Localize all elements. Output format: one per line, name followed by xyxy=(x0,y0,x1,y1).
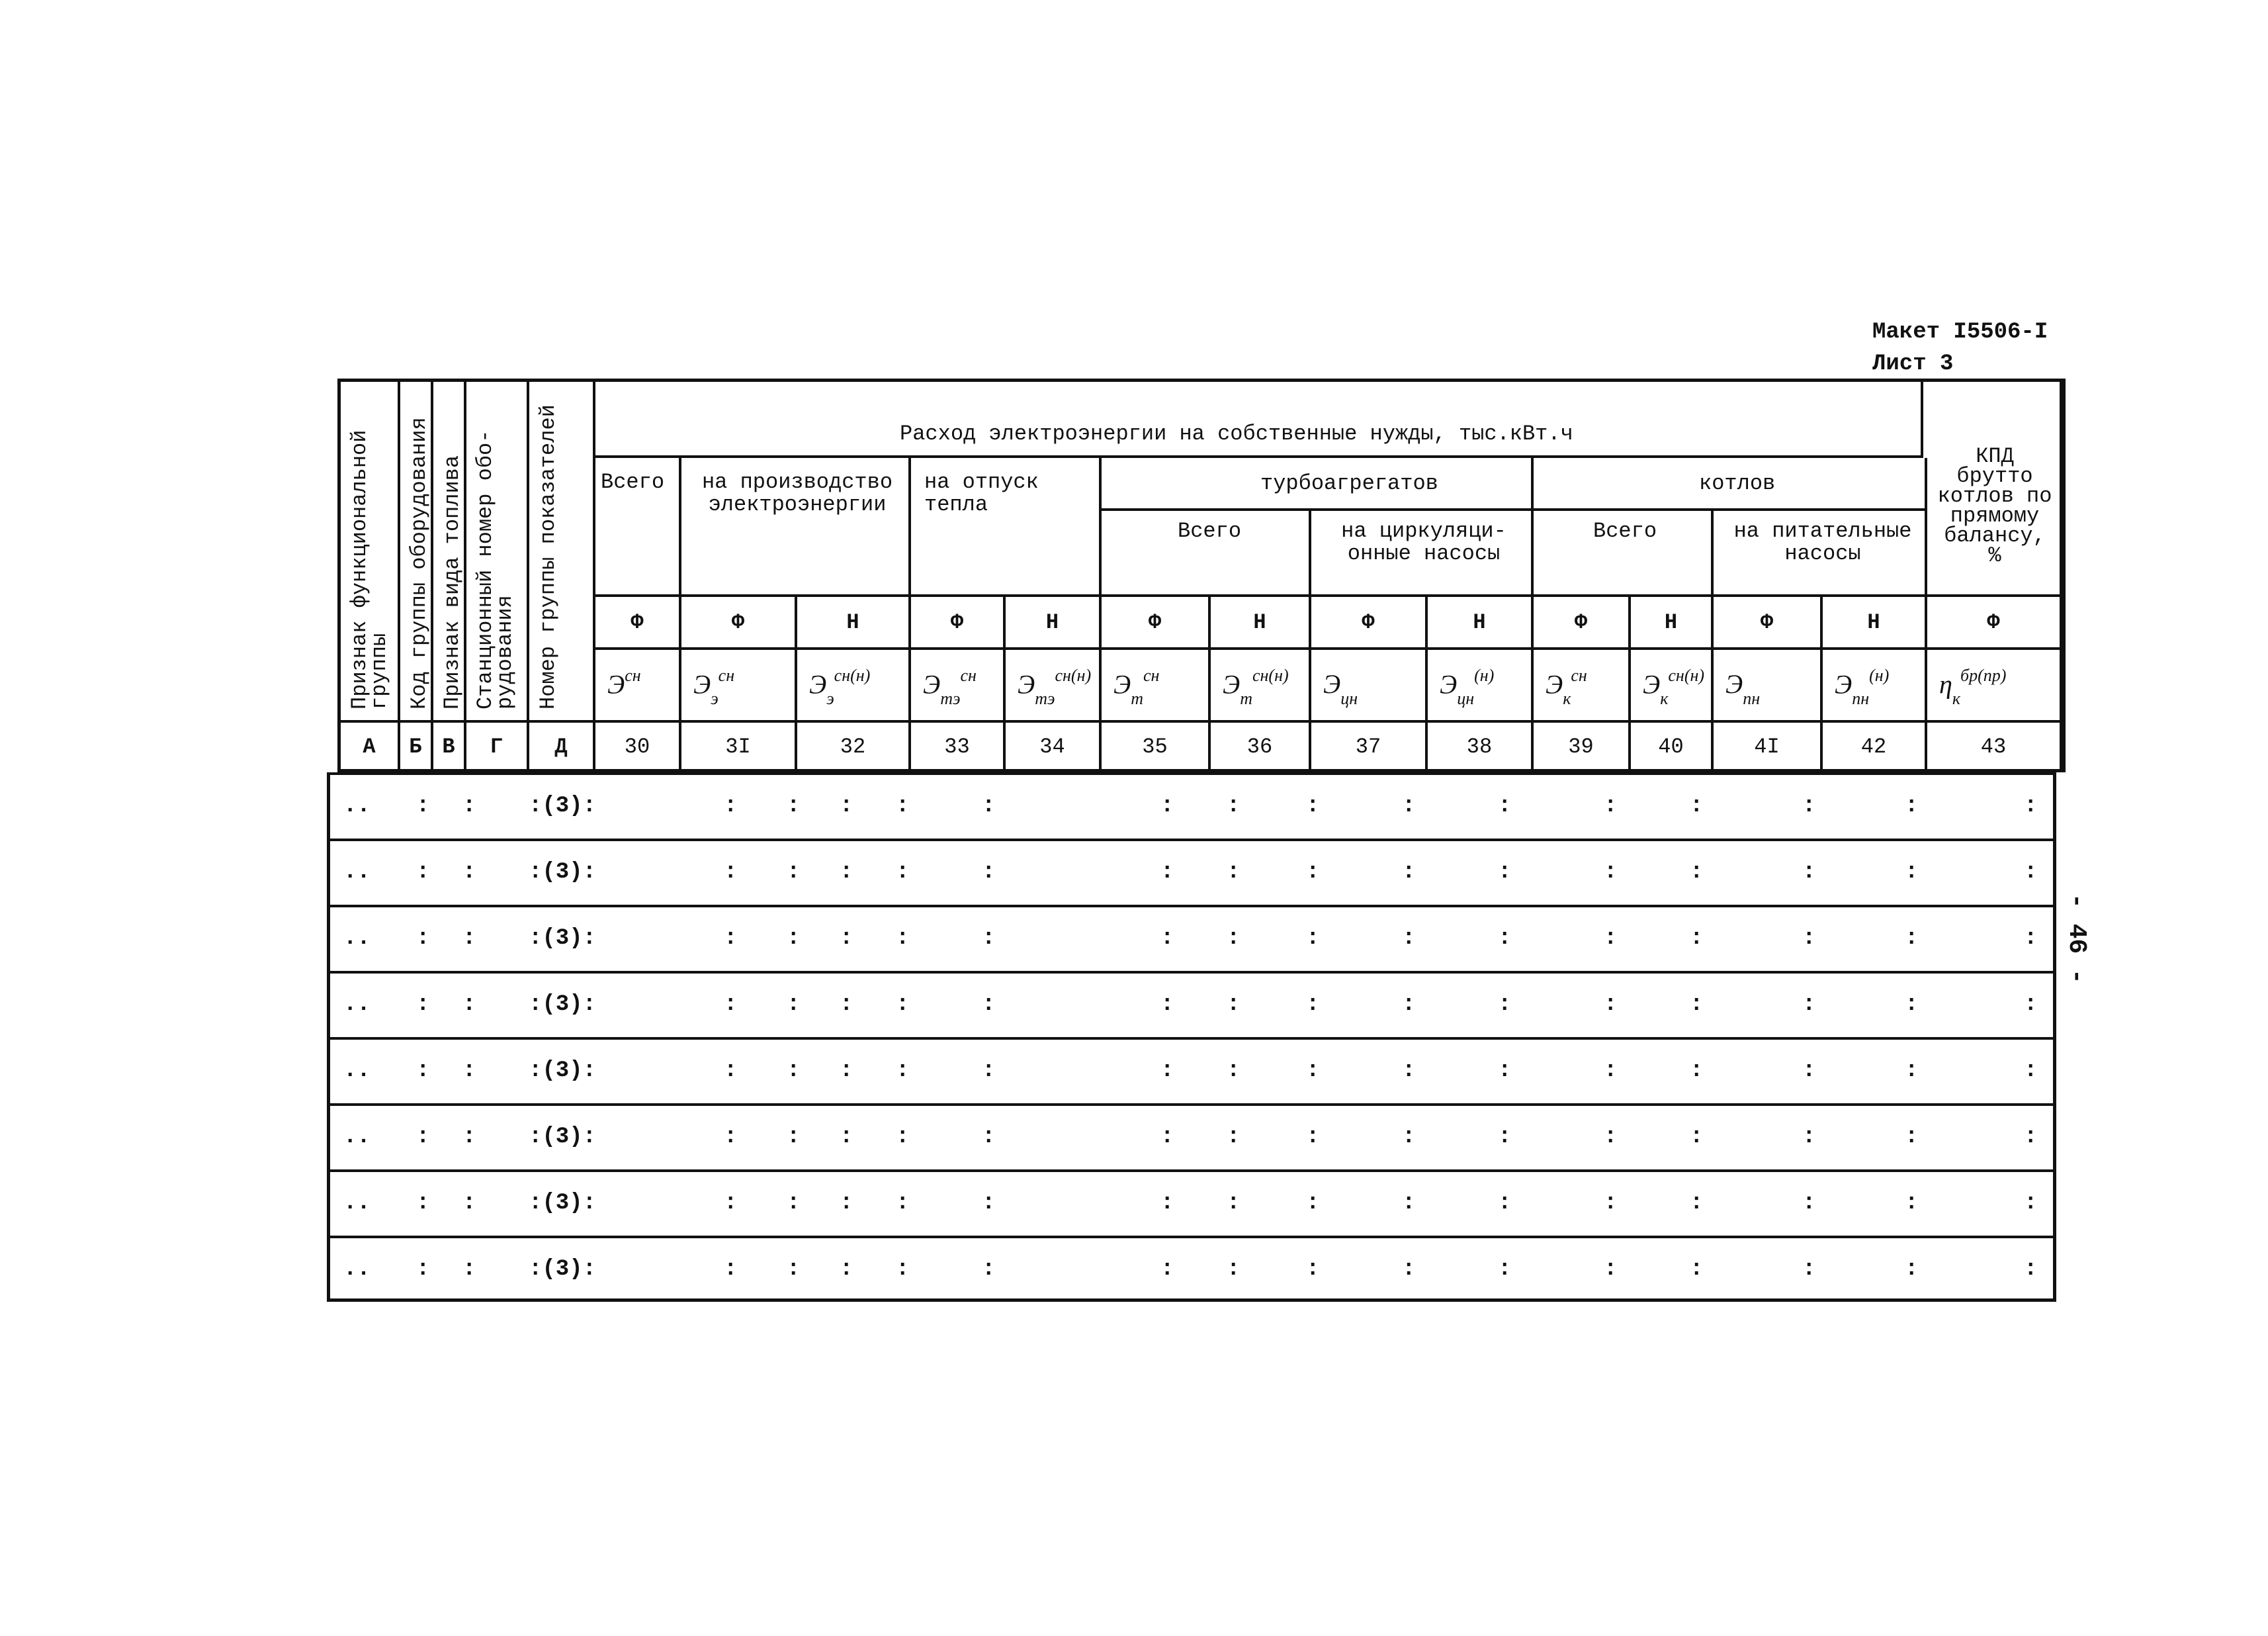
symbol-cell xyxy=(1311,650,1428,723)
field-separator: : xyxy=(1498,1058,1512,1083)
symbol-cell xyxy=(911,650,1006,723)
group-marker: :(3): xyxy=(529,992,597,1017)
group-turbo xyxy=(1102,458,1534,511)
symbol-cell xyxy=(1631,650,1714,723)
indicator-symbol: $Э_{тэ}^{сн(н)}$ xyxy=(1018,666,1092,709)
field-separator: : xyxy=(982,860,996,885)
row-header-label: Признак функциональной группы xyxy=(347,430,392,709)
group-kotly-pit-label: на питательные насосы xyxy=(1733,519,1912,566)
field-separator: : xyxy=(1498,926,1512,951)
column-number-cell xyxy=(1714,723,1823,772)
fn-cell xyxy=(1311,597,1428,650)
kpd-title-cell xyxy=(1927,382,2062,597)
field-separator: : xyxy=(1227,1058,1241,1083)
field-separator: : xyxy=(1160,794,1174,819)
group-kotly-vsego xyxy=(1534,511,1714,597)
field-separator: : xyxy=(2024,1058,2038,1083)
column-number: 36 xyxy=(1246,735,1273,759)
field-separator: : xyxy=(462,1124,476,1150)
field-separator: : xyxy=(1160,1124,1174,1150)
sheet-label: Лист 3 xyxy=(1872,351,1954,377)
fn-cell xyxy=(911,597,1006,650)
row-header-label: Признак вида топлива xyxy=(440,455,464,709)
field-separator: : xyxy=(2024,992,2038,1017)
field-separator: : xyxy=(787,992,801,1017)
field-separator: : xyxy=(787,794,801,819)
row-header-col xyxy=(341,382,400,723)
field-separator: : xyxy=(1306,926,1320,951)
field-separator: : xyxy=(1802,926,1816,951)
fn-label: Ф xyxy=(631,610,644,635)
field-separator: : xyxy=(1306,1191,1320,1216)
field-separator: : xyxy=(2024,860,2038,885)
field-separator: : xyxy=(840,794,853,819)
field-separator: : xyxy=(1227,926,1241,951)
field-separator: : xyxy=(416,992,430,1017)
field-separator: : xyxy=(416,1124,430,1150)
field-separator: : xyxy=(896,992,910,1017)
column-number-cell xyxy=(797,723,911,772)
field-separator: : xyxy=(416,1257,430,1282)
fn-label: Н xyxy=(1045,610,1059,635)
group-marker: :(3): xyxy=(529,1124,597,1150)
field-separator: : xyxy=(1160,926,1174,951)
field-separator: : xyxy=(1802,1257,1816,1282)
row-header-label: Номер группы показателей xyxy=(536,404,560,709)
group-kotly-pit xyxy=(1714,511,1927,597)
field-separator: : xyxy=(1306,860,1320,885)
field-separator: : xyxy=(982,794,996,819)
row-header-letter-cell xyxy=(433,723,466,772)
field-separator: : xyxy=(896,860,910,885)
group-turbo-cirk xyxy=(1311,511,1534,597)
column-number-cell xyxy=(1102,723,1211,772)
field-separator: : xyxy=(1905,794,1919,819)
indicator-symbol: $\eta_к^{бр(пр)}$ xyxy=(1939,666,2007,709)
field-separator: : xyxy=(1604,1058,1618,1083)
row-leader: .. xyxy=(343,1124,371,1150)
field-separator: : xyxy=(416,1058,430,1083)
column-number: 37 xyxy=(1355,735,1381,759)
header-right xyxy=(1872,316,2048,380)
group-turbo-label: турбоагрегатов xyxy=(1260,471,1438,496)
column-number: 35 xyxy=(1142,735,1168,759)
symbol-cell xyxy=(681,650,797,723)
column-number: 4I xyxy=(1754,735,1780,759)
field-separator: : xyxy=(1402,1124,1416,1150)
field-separator: : xyxy=(982,1058,996,1083)
table-row xyxy=(330,841,2053,907)
table-row xyxy=(330,1040,2053,1106)
field-separator: : xyxy=(896,794,910,819)
field-separator: : xyxy=(1402,992,1416,1017)
field-separator: : xyxy=(1802,992,1816,1017)
column-number-cell xyxy=(1311,723,1428,772)
row-header-col xyxy=(466,382,529,723)
column-number-cell xyxy=(1006,723,1102,772)
field-separator: : xyxy=(416,860,430,885)
page-number: - 46 - xyxy=(2062,893,2091,984)
field-separator: : xyxy=(2024,926,2038,951)
indicator-symbol: $Э_к^{сн(н)}$ xyxy=(1643,666,1705,709)
field-separator: : xyxy=(840,926,853,951)
symbol-cell xyxy=(1927,650,2062,723)
fn-cell xyxy=(1823,597,1927,650)
field-separator: : xyxy=(1690,992,1704,1017)
fn-cell xyxy=(1927,597,2062,650)
group-kotly-label: котлов xyxy=(1699,471,1776,496)
field-separator: : xyxy=(462,926,476,951)
table-row xyxy=(330,907,2053,974)
field-separator: : xyxy=(1306,1058,1320,1083)
group-vsego xyxy=(595,458,681,597)
row-header-letter: Д xyxy=(554,735,568,759)
field-separator: : xyxy=(1306,1257,1320,1282)
field-separator: : xyxy=(1905,1124,1919,1150)
symbol-cell xyxy=(1102,650,1211,723)
fn-label: Н xyxy=(1253,610,1266,635)
field-separator: : xyxy=(1690,926,1704,951)
column-number: 34 xyxy=(1039,735,1065,759)
fn-cell xyxy=(1428,597,1534,650)
field-separator: : xyxy=(2024,1191,2038,1216)
field-separator: : xyxy=(840,1191,853,1216)
field-separator: : xyxy=(1690,860,1704,885)
field-separator: : xyxy=(1498,992,1512,1017)
group-marker: :(3): xyxy=(529,1191,597,1216)
symbol-cell xyxy=(1211,650,1311,723)
fn-label: Н xyxy=(1664,610,1678,635)
table-header xyxy=(337,379,2066,772)
fn-label: Ф xyxy=(731,610,745,635)
field-separator: : xyxy=(1160,992,1174,1017)
field-separator: : xyxy=(787,1257,801,1282)
field-separator: : xyxy=(840,1257,853,1282)
field-separator: : xyxy=(1227,1191,1241,1216)
column-number: 38 xyxy=(1466,735,1493,759)
row-header-label: Код группы оборудования xyxy=(407,417,431,709)
row-header-letter-cell xyxy=(341,723,400,772)
field-separator: : xyxy=(982,1191,996,1216)
table-body xyxy=(327,772,2056,1302)
field-separator: : xyxy=(724,794,738,819)
field-separator: : xyxy=(1905,926,1919,951)
indicator-symbol: $Э_{пн}^{(н)}$ xyxy=(1835,666,1890,709)
field-separator: : xyxy=(787,860,801,885)
group-marker: :(3): xyxy=(529,1058,597,1083)
row-header-letter-cell xyxy=(400,723,433,772)
field-separator: : xyxy=(840,860,853,885)
column-number: 39 xyxy=(1568,735,1594,759)
row-leader: .. xyxy=(343,992,371,1017)
field-separator: : xyxy=(1160,1058,1174,1083)
field-separator: : xyxy=(724,860,738,885)
field-separator: : xyxy=(724,992,738,1017)
field-separator: : xyxy=(1802,1191,1816,1216)
row-header-letter-cell xyxy=(466,723,529,772)
column-number-cell xyxy=(1428,723,1534,772)
field-separator: : xyxy=(840,1124,853,1150)
row-header-col xyxy=(433,382,466,723)
field-separator: : xyxy=(1306,794,1320,819)
symbol-cell xyxy=(1714,650,1823,723)
group-otpusk-label: на отпуск тепла xyxy=(924,470,1039,517)
field-separator: : xyxy=(787,1124,801,1150)
symbol-cell xyxy=(797,650,911,723)
group-proizvodstvo xyxy=(681,458,911,597)
field-separator: : xyxy=(1402,926,1416,951)
field-separator: : xyxy=(462,1257,476,1282)
field-separator: : xyxy=(1802,1058,1816,1083)
field-separator: : xyxy=(1160,1191,1174,1216)
field-separator: : xyxy=(1690,1191,1704,1216)
row-leader: .. xyxy=(343,1257,371,1282)
field-separator: : xyxy=(1227,794,1241,819)
indicator-symbol: $Э_к^{сн}$ xyxy=(1546,666,1587,709)
column-number: 42 xyxy=(1860,735,1887,759)
table-row xyxy=(330,1238,2053,1304)
field-separator: : xyxy=(1498,1124,1512,1150)
field-separator: : xyxy=(1690,1257,1704,1282)
indicator-symbol: $Э_э^{сн(н)}$ xyxy=(809,666,871,709)
field-separator: : xyxy=(1402,1257,1416,1282)
indicator-symbol: $Э_{цн}^{(н)}$ xyxy=(1440,666,1495,709)
group-proizvodstvo-label: на производство электроэнергии xyxy=(701,470,893,517)
group-turbo-vsego-label: Всего xyxy=(1178,519,1242,543)
fn-cell xyxy=(595,597,681,650)
fn-cell xyxy=(1714,597,1823,650)
maket-code: Макет I5506-I xyxy=(1872,320,2048,345)
field-separator: : xyxy=(1604,1257,1618,1282)
group-kotly-vsego-label: Всего xyxy=(1593,519,1657,543)
field-separator: : xyxy=(1604,1124,1618,1150)
row-header-col xyxy=(400,382,433,723)
field-separator: : xyxy=(724,1257,738,1282)
field-separator: : xyxy=(1227,860,1241,885)
column-number-cell xyxy=(1823,723,1927,772)
row-header-letter: В xyxy=(442,735,455,759)
group-turbo-vsego xyxy=(1102,511,1311,597)
field-separator: : xyxy=(1604,926,1618,951)
indicator-symbol: $Э_{пн}$ xyxy=(1725,669,1761,708)
field-separator: : xyxy=(1604,992,1618,1017)
fn-cell xyxy=(1211,597,1311,650)
symbol-cell xyxy=(1006,650,1102,723)
field-separator: : xyxy=(1690,1058,1704,1083)
row-header-label: Станционный номер обо-рудования xyxy=(473,430,517,709)
table-row xyxy=(330,775,2053,841)
field-separator: : xyxy=(724,926,738,951)
field-separator: : xyxy=(1402,1058,1416,1083)
column-number-cell xyxy=(1534,723,1631,772)
fn-cell xyxy=(1631,597,1714,650)
field-separator: : xyxy=(416,794,430,819)
field-separator: : xyxy=(982,1257,996,1282)
group-marker: :(3): xyxy=(529,860,597,885)
indicator-symbol: $Э_э^{сн}$ xyxy=(693,666,735,709)
field-separator: : xyxy=(896,1124,910,1150)
field-separator: : xyxy=(1402,860,1416,885)
group-vsego-label: Всего xyxy=(601,470,665,494)
row-header-letter-cell xyxy=(529,723,595,772)
main-title-cell xyxy=(595,382,1923,458)
field-separator: : xyxy=(1802,794,1816,819)
field-separator: : xyxy=(1802,1124,1816,1150)
fn-label: Ф xyxy=(1148,610,1162,635)
column-number-cell xyxy=(1631,723,1714,772)
field-separator: : xyxy=(1306,1124,1320,1150)
row-header-letter: Б xyxy=(409,735,422,759)
row-leader: .. xyxy=(343,1191,371,1216)
row-leader: .. xyxy=(343,1058,371,1083)
fn-cell xyxy=(797,597,911,650)
field-separator: : xyxy=(1227,992,1241,1017)
indicator-symbol: $Э_т^{сн}$ xyxy=(1113,666,1160,709)
group-kotly xyxy=(1534,458,1927,511)
column-number-cell xyxy=(595,723,681,772)
fn-label: Н xyxy=(1867,610,1880,635)
field-separator: : xyxy=(896,1191,910,1216)
field-separator: : xyxy=(1905,992,1919,1017)
row-header-col xyxy=(529,382,595,723)
field-separator: : xyxy=(1802,860,1816,885)
field-separator: : xyxy=(2024,794,2038,819)
field-separator: : xyxy=(724,1124,738,1150)
field-separator: : xyxy=(1498,794,1512,819)
table-row xyxy=(330,1172,2053,1238)
column-number: 3I xyxy=(725,735,751,759)
field-separator: : xyxy=(1905,1191,1919,1216)
column-number: 43 xyxy=(1980,735,2007,759)
fn-label: Ф xyxy=(1760,610,1774,635)
kpd-title: КПД брутто котлов по прямому балансу, % xyxy=(1937,444,2052,568)
field-separator: : xyxy=(1402,1191,1416,1216)
field-separator: : xyxy=(1498,860,1512,885)
field-separator: : xyxy=(1306,992,1320,1017)
field-separator: : xyxy=(724,1191,738,1216)
field-separator: : xyxy=(840,1058,853,1083)
symbol-cell xyxy=(1428,650,1534,723)
field-separator: : xyxy=(2024,1124,2038,1150)
column-number-cell xyxy=(911,723,1006,772)
field-separator: : xyxy=(1690,1124,1704,1150)
indicator-symbol: $Э_т^{сн(н)}$ xyxy=(1223,666,1289,709)
column-number-cell xyxy=(681,723,797,772)
field-separator: : xyxy=(1402,794,1416,819)
fn-label: Н xyxy=(1473,610,1486,635)
group-marker: :(3): xyxy=(529,1257,597,1282)
row-leader: .. xyxy=(343,926,371,951)
field-separator: : xyxy=(896,1257,910,1282)
field-separator: : xyxy=(462,794,476,819)
column-number: 30 xyxy=(624,735,650,759)
fn-label: Ф xyxy=(1574,610,1588,635)
group-turbo-cirk-label: на циркуляци-онные насосы xyxy=(1341,519,1506,566)
main-title: Расход электроэнергии на собственные нужды, тыс.кВт.ч xyxy=(900,422,1573,446)
group-otpusk xyxy=(911,458,1102,597)
column-number-cell xyxy=(1927,723,2062,772)
field-separator: : xyxy=(1498,1257,1512,1282)
field-separator: : xyxy=(1227,1124,1241,1150)
fn-cell xyxy=(1006,597,1102,650)
table-row xyxy=(330,1106,2053,1172)
symbol-cell xyxy=(1823,650,1927,723)
field-separator: : xyxy=(1160,1257,1174,1282)
fn-label: Ф xyxy=(1362,610,1375,635)
row-header-letter: А xyxy=(363,735,376,759)
field-separator: : xyxy=(416,1191,430,1216)
field-separator: : xyxy=(1227,1257,1241,1282)
group-marker: :(3): xyxy=(529,794,597,819)
column-number: 32 xyxy=(840,735,866,759)
column-number: 33 xyxy=(944,735,970,759)
fn-label: Н xyxy=(846,610,859,635)
field-separator: : xyxy=(462,992,476,1017)
field-separator: : xyxy=(1905,1058,1919,1083)
field-separator: : xyxy=(2024,1257,2038,1282)
row-header-letter: Г xyxy=(490,735,503,759)
field-separator: : xyxy=(1498,1191,1512,1216)
row-leader: .. xyxy=(343,794,371,819)
symbol-cell xyxy=(1534,650,1631,723)
field-separator: : xyxy=(1160,860,1174,885)
fn-label: Ф xyxy=(950,610,964,635)
indicator-symbol: $Э_{цн}$ xyxy=(1323,669,1358,708)
indicator-symbol: $Э_{тэ}^{сн}$ xyxy=(923,666,977,709)
fn-cell xyxy=(1534,597,1631,650)
field-separator: : xyxy=(840,992,853,1017)
field-separator: : xyxy=(896,926,910,951)
fn-cell xyxy=(1102,597,1211,650)
indicator-symbol: $Э^{сн}$ xyxy=(607,666,641,700)
table-row xyxy=(330,974,2053,1040)
field-separator: : xyxy=(462,860,476,885)
group-marker: :(3): xyxy=(529,926,597,951)
field-separator: : xyxy=(1604,860,1618,885)
row-leader: .. xyxy=(343,860,371,885)
field-separator: : xyxy=(1604,1191,1618,1216)
field-separator: : xyxy=(982,992,996,1017)
field-separator: : xyxy=(982,926,996,951)
field-separator: : xyxy=(787,1058,801,1083)
field-separator: : xyxy=(416,926,430,951)
field-separator: : xyxy=(787,1191,801,1216)
field-separator: : xyxy=(462,1058,476,1083)
field-separator: : xyxy=(724,1058,738,1083)
field-separator: : xyxy=(787,926,801,951)
symbol-cell xyxy=(595,650,681,723)
field-separator: : xyxy=(1690,794,1704,819)
field-separator: : xyxy=(462,1191,476,1216)
column-number-cell xyxy=(1211,723,1311,772)
field-separator: : xyxy=(982,1124,996,1150)
field-separator: : xyxy=(1604,794,1618,819)
fn-label: Ф xyxy=(1987,610,2000,635)
field-separator: : xyxy=(1905,1257,1919,1282)
column-number: 40 xyxy=(1658,735,1684,759)
field-separator: : xyxy=(896,1058,910,1083)
field-separator: : xyxy=(1905,860,1919,885)
fn-cell xyxy=(681,597,797,650)
